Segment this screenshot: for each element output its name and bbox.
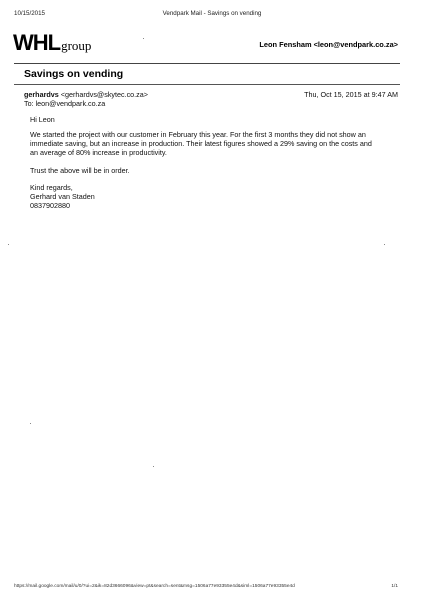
footer-url: https://mail.google.com/mail/u/0/?ui=2&ik=82d3666096&view=pt&search=sent&msg=1506a77e93355e4d&siml=1506a77e93355e4d xyxy=(14,584,295,589)
scan-speck xyxy=(30,423,31,424)
email-greeting xyxy=(30,115,380,124)
whl-group-logo xyxy=(13,30,91,56)
sender-line xyxy=(24,90,148,99)
paragraph-1-text: We started the project with our customer in February this year. For the first 3 months they did not show an immediate saving, but an increase in production. Their latest figures showed a 29% saving on the costs and an average of 80% increase in productivity. xyxy=(30,130,372,157)
signoff-line-2: Gerhard van Staden xyxy=(30,192,95,201)
recipient-line: To: leon@vendpark.co.za xyxy=(24,99,106,108)
logo-secondary: group xyxy=(61,38,92,53)
signoff-line-3: 0837902880 xyxy=(30,201,70,210)
sender-name: gerhardvs xyxy=(24,90,59,99)
header-divider xyxy=(14,63,400,64)
logo-primary: WHL xyxy=(13,30,61,55)
email-subject: Savings on vending xyxy=(24,68,124,80)
sender-email: <gerhardvs@skytec.co.za> xyxy=(60,90,148,99)
print-header xyxy=(14,10,410,20)
paragraph-2-text: Trust the above will be in order. xyxy=(30,166,130,175)
greeting-text: Hi Leon xyxy=(30,115,55,124)
print-footer xyxy=(14,584,410,594)
subject-divider xyxy=(14,84,400,85)
scan-speck xyxy=(384,244,385,245)
email-date: Thu, Oct 15, 2015 at 9:47 AM xyxy=(304,90,398,99)
footer-page-number: 1/1 xyxy=(391,584,398,589)
print-date: 10/15/2015 xyxy=(14,10,45,17)
scan-speck xyxy=(8,244,9,245)
scan-speck xyxy=(143,38,144,39)
email-paragraph-1 xyxy=(30,130,380,157)
print-title: Vendpark Mail - Savings on vending xyxy=(162,10,262,17)
scan-speck xyxy=(153,466,154,467)
account-label: Leon Fensham <leon@vendpark.co.za> xyxy=(259,40,398,49)
signoff-line-1: Kind regards, xyxy=(30,183,73,192)
email-signature xyxy=(30,183,380,210)
email-paragraph-2 xyxy=(30,166,380,175)
